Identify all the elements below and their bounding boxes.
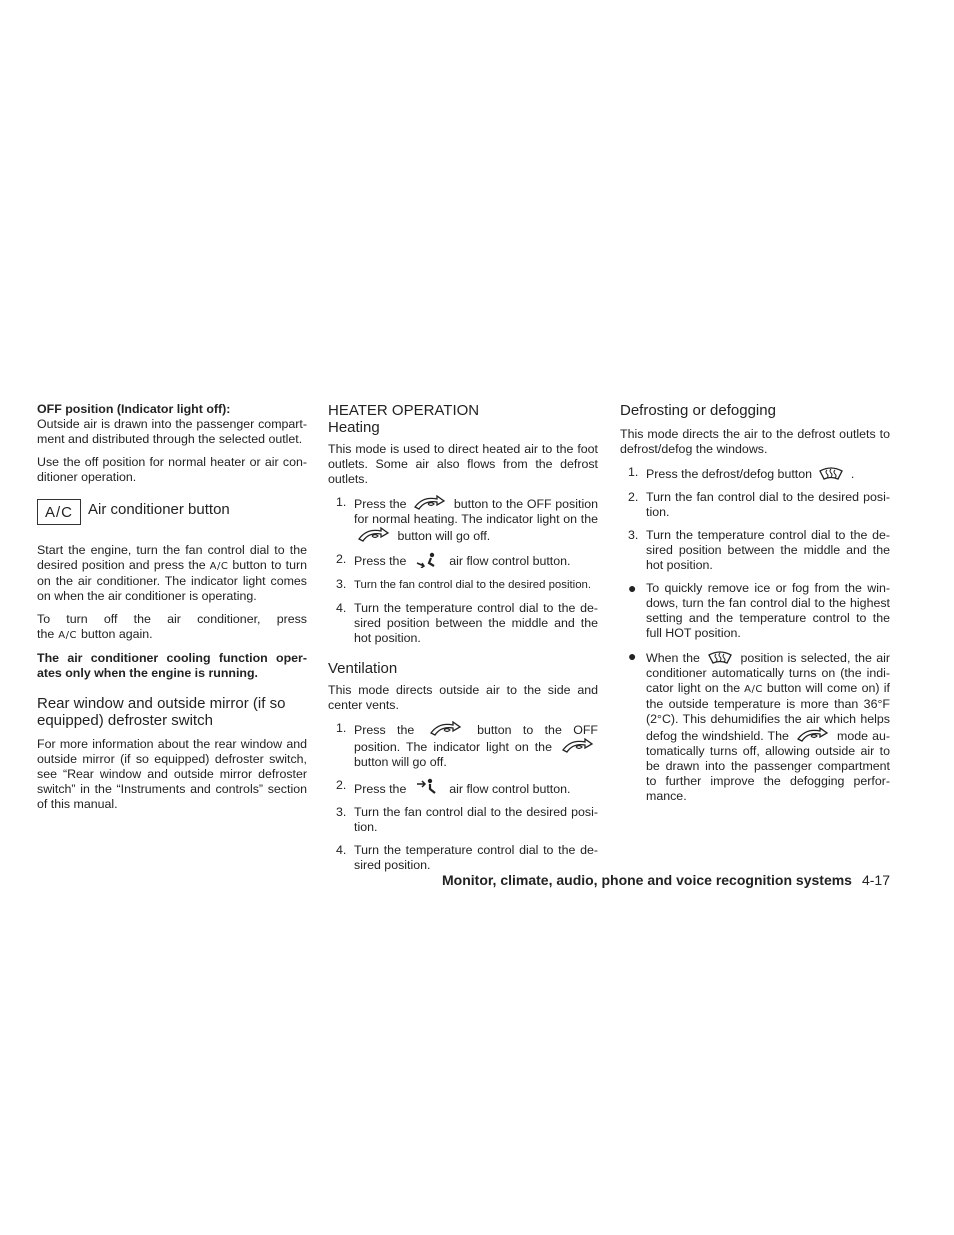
step-number: 1.	[628, 465, 639, 479]
bullet-text: position is selected, the air conditioner automatically turns on (the indi-cator light on the	[646, 651, 890, 695]
ac-section-header	[37, 499, 307, 525]
step-text: button will go off.	[354, 755, 447, 769]
off-position-text: Outside air is drawn into the passenger compart-ment and distributed through the selected outlet.	[37, 417, 307, 446]
list-item	[620, 465, 890, 482]
step-text: button will go off.	[397, 529, 491, 543]
column-left	[37, 402, 307, 820]
ac-off-instructions	[37, 612, 307, 643]
step-number: 1.	[336, 721, 347, 735]
step-text: Press the	[354, 782, 407, 796]
step-number: 2.	[336, 552, 347, 566]
ventilation-steps	[328, 721, 598, 873]
step-text: Turn the fan control dial to the desired posi-tion.	[646, 490, 890, 519]
page-footer	[442, 872, 890, 889]
recirculation-icon	[561, 738, 595, 754]
ac-button-graphic: A/C	[37, 499, 81, 525]
ac-instructions	[37, 543, 307, 604]
bullet-text: mode au-tomatically turns off, allowing outside air to be drawn into the passenger compartment to further improve the defogging perfor-mance.	[646, 729, 890, 803]
heating-title: Heating	[328, 419, 380, 436]
list-item	[620, 649, 890, 804]
list-item	[620, 581, 890, 641]
step-number: 4.	[336, 843, 347, 857]
bullet-text: When the	[646, 651, 700, 665]
recirculation-icon	[413, 495, 447, 511]
step-number: 3.	[336, 805, 347, 819]
step-text: .	[850, 467, 855, 481]
ac-inline-label: A/C	[209, 561, 229, 572]
list-item	[328, 721, 598, 770]
bullet-text: button will come on) if the outside temperature is more than 36°F (2°C). This dehumidifies the air which helps defog the windshield. The	[646, 681, 890, 743]
ac-inline-label: A/C	[744, 684, 763, 695]
recirculation-icon	[429, 721, 463, 737]
list-item	[328, 552, 598, 569]
step-text: Turn the temperature control dial to the de-sired position.	[354, 843, 598, 872]
off-position-text-2: Use the off position for normal heater or air con-ditioner operation.	[37, 455, 307, 484]
step-text: Press the	[354, 497, 407, 511]
heating-intro: This mode is used to direct heated air to the foot outlets. Some air also flows from the defrost outlets.	[328, 442, 598, 486]
ac-inline-label-2: A/C	[58, 630, 77, 641]
step-text: Turn the fan control dial to the desired posi-tion.	[354, 805, 598, 834]
step-text: Turn the temperature control dial to the de-sired position between the middle and the hot position.	[646, 528, 890, 572]
recirculation-icon	[357, 527, 391, 543]
step-number: 3.	[336, 577, 347, 591]
list-item	[620, 528, 890, 573]
step-text: button to the OFF position. The indicator light on the	[354, 723, 598, 754]
step-number: 2.	[628, 490, 639, 504]
rear-defroster-title: Rear window and outside mirror (if so equipped) defroster switch	[37, 695, 286, 729]
front-defrost-icon	[707, 649, 733, 665]
list-item	[328, 805, 598, 835]
ventilation-intro: This mode directs outside air to the side and center vents.	[328, 683, 598, 712]
heating-steps	[328, 495, 598, 646]
step-number: 3.	[628, 528, 639, 542]
list-item	[328, 778, 598, 797]
ac-warning: The air conditioner cooling function oper-ates only when the engine is running.	[37, 651, 307, 680]
recirculation-icon	[796, 727, 830, 743]
step-text: button to the OFF position for normal heating. The indicator light on the	[354, 497, 598, 526]
step-number: 2.	[336, 778, 347, 792]
list-item	[328, 601, 598, 646]
column-middle	[328, 402, 598, 881]
ac-section-title: Air conditioner button	[88, 501, 230, 518]
ac-text-b: button to turn on the air conditioner. The indicator light comes on when the air conditioner is operating.	[37, 558, 307, 603]
step-text: air flow control button.	[449, 554, 571, 568]
defrost-intro: This mode directs the air to the defrost outlets to defrost/defog the windows.	[620, 427, 890, 456]
defrost-title: Defrosting or defogging	[620, 402, 776, 419]
step-text: Turn the fan control dial to the desired position.	[354, 579, 592, 591]
ac-off-text-b: button again.	[80, 627, 153, 641]
column-right	[620, 402, 890, 812]
step-number: 1.	[336, 495, 347, 509]
rear-defroster-text: For more information about the rear window and outside mirror (if so equipped) defroster switch, see “Rear window and outside mirror defroster switch” in the “Instruments and controls” section of this manual.	[37, 737, 307, 811]
ventilation-title: Ventilation	[328, 660, 398, 677]
step-text: Turn the temperature control dial to the de-sired position between the middle and the hot position.	[354, 601, 598, 645]
footer-section-title: Monitor, climate, audio, phone and voice recognition systems	[442, 872, 852, 888]
ac-off-text-a: To turn off the air conditioner, press the	[37, 612, 307, 641]
front-defrost-icon	[818, 465, 844, 481]
defrost-steps	[620, 465, 890, 804]
step-text: Press the	[354, 554, 407, 568]
off-position-heading: OFF position (Indicator light off):	[37, 402, 231, 416]
bullet-mark: ●	[628, 580, 637, 596]
foot-airflow-icon	[413, 552, 443, 568]
step-text: Press the	[354, 723, 415, 737]
page-number: 4-17	[861, 872, 890, 888]
step-number: 4.	[336, 601, 347, 615]
heater-operation-title: HEATER OPERATION	[328, 402, 480, 419]
bullet-mark: ●	[628, 648, 637, 664]
step-text: Press the defrost/defog button	[646, 467, 813, 481]
ac-text-a: Start the engine, turn the fan control dial to the desired position and press the	[37, 543, 307, 572]
list-item	[328, 495, 598, 544]
step-text: air flow control button.	[449, 782, 571, 796]
list-item	[620, 490, 890, 520]
bullet-text: To quickly remove ice or fog from the win-dows, turn the fan control dial to the highest setting and the temperature control to the full HOT position.	[646, 581, 890, 640]
list-item	[328, 843, 598, 873]
face-vent-airflow-icon	[413, 778, 443, 796]
list-item	[328, 577, 598, 593]
